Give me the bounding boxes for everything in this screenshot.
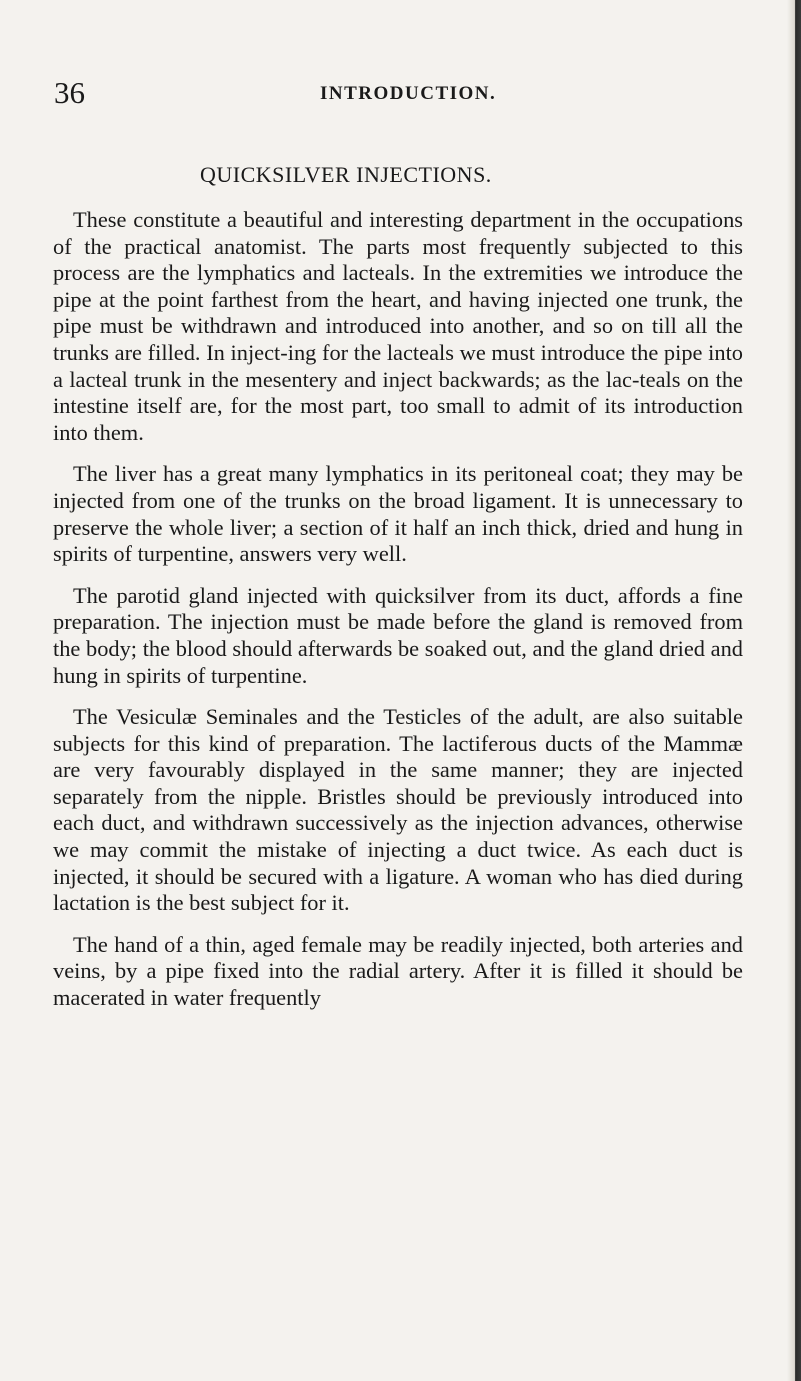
body-text bbox=[53, 207, 743, 1027]
paragraph-liver: The liver has a great many lymphatics in its peritoneal coat; they may be injected from one of the trunks on the broad ligament. It is unnecessary to preserve the whole liver; a section of it half an inch thick, dried and hung in spirits of turpentine, answers very well. bbox=[53, 461, 743, 567]
paragraph-lymphatics: These constitute a beautiful and interesting department in the occupations of the practical anatomist. The parts most frequently subjected to this process are the lymphatics and lacteals. In the extremities we introduce the pipe at the point farthest from the heart, and having injected one trunk, the pipe must be withdrawn and introduced into another, and so on till all the trunks are filled. In inject-ing for the lacteals we must introduce the pipe into a lacteal trunk in the mesentery and inject backwards; as the lac-teals on the intestine itself are, for the most part, too small to admit of its introduction into them. bbox=[53, 207, 743, 445]
page-number: 36 bbox=[54, 75, 85, 110]
page-edge bbox=[787, 0, 801, 1381]
section-title: QUICKSILVER INJECTIONS. bbox=[200, 162, 492, 187]
paragraph-vesiculae: The Vesiculæ Seminales and the Testicles of the adult, are also suitable subjects for this kind of preparation. The lactiferous ducts of the Mammæ are very favourably displayed in the same manner; they are injected separately from the nipple. Bristles should be previously introduced into each duct, and withdrawn successively as the injection advances, otherwise we may commit the mistake of injecting a duct twice. As each duct is injected, it should be secured with a ligature. A woman who has died during lactation is the best subject for it. bbox=[53, 704, 743, 916]
paragraph-parotid: The parotid gland injected with quicksilver from its duct, affords a fine preparation. The injection must be made before the gland is removed from the body; the blood should afterwards be soaked out, and the gland dried and hung in spirits of turpentine. bbox=[53, 582, 743, 688]
running-title: INTRODUCTION. bbox=[320, 83, 497, 104]
paragraph-hand: The hand of a thin, aged female may be readily injected, both arteries and veins, by a pipe fixed into the radial artery. After it is filled it should be macerated in water frequently bbox=[53, 931, 743, 1011]
running-head bbox=[54, 77, 694, 109]
